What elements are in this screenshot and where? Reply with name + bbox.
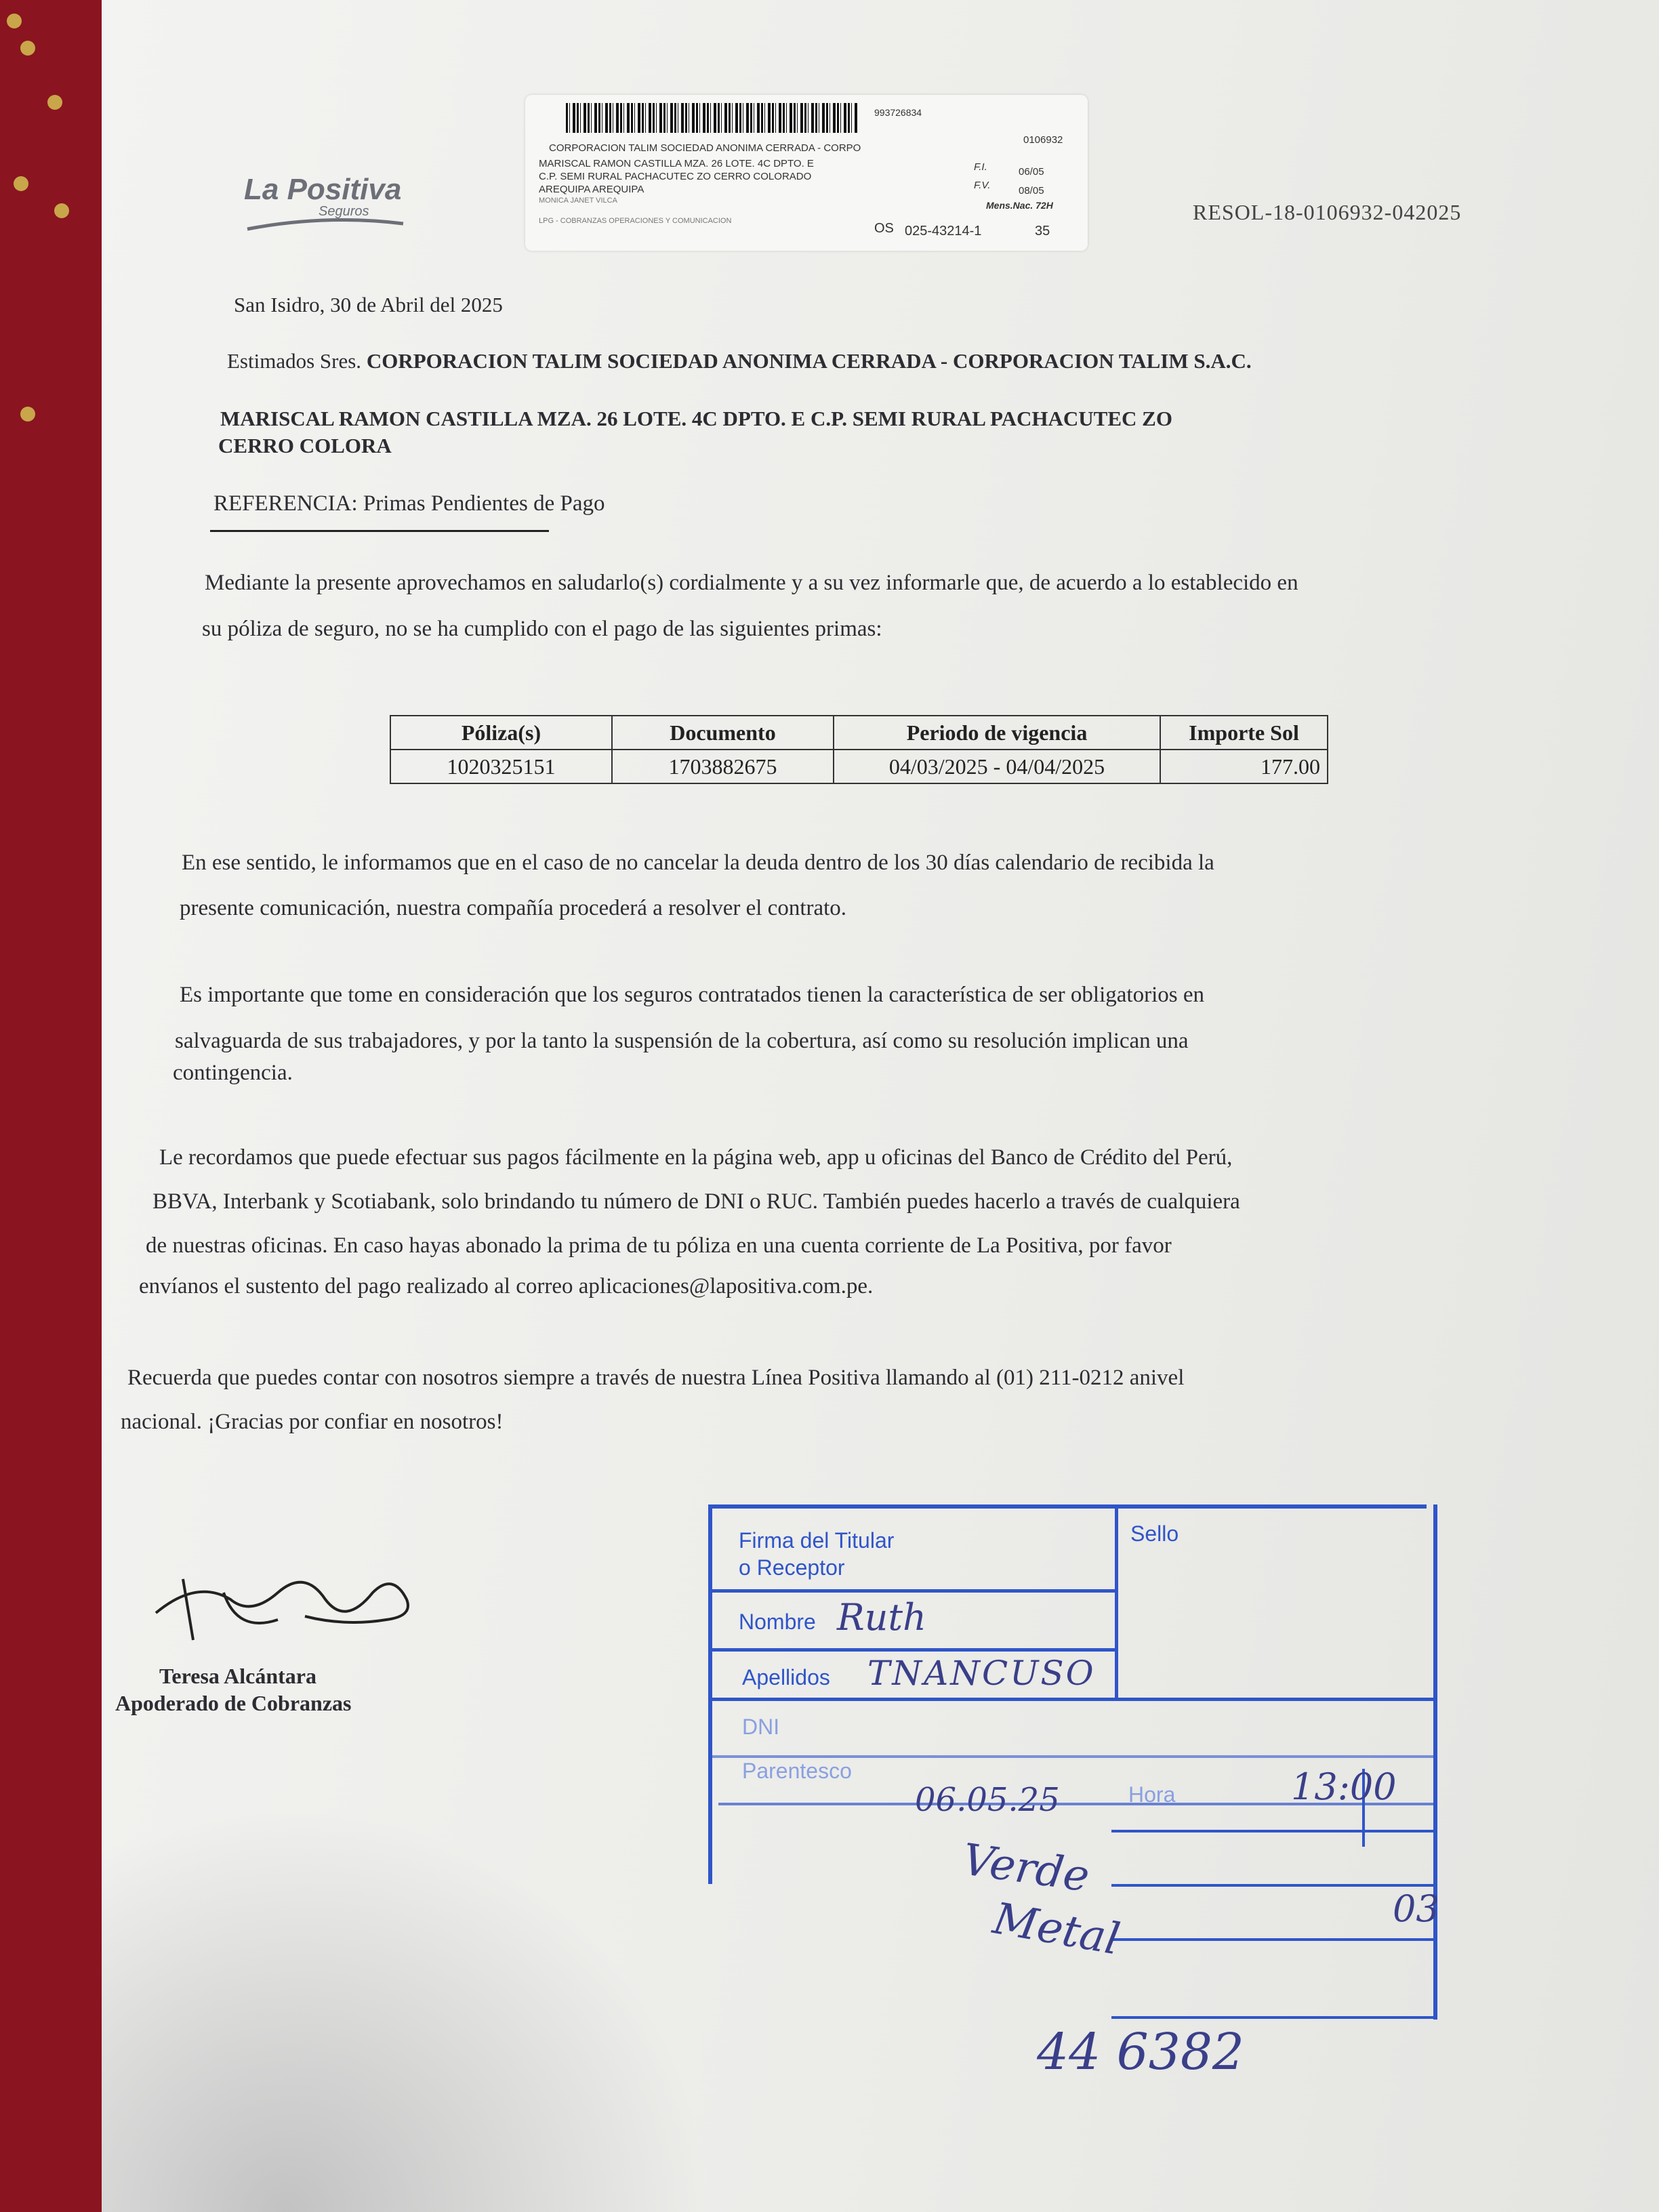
- logo-swoosh-icon: [244, 217, 407, 232]
- stamp-divider: [712, 1755, 1437, 1758]
- handwritten-surname: TNANCUSO: [867, 1654, 1096, 1693]
- fabric-dot: [7, 14, 22, 28]
- reference: REFERENCIA: Primas Pendientes de Pago: [213, 491, 605, 516]
- column-header: Póliza(s): [390, 716, 612, 750]
- paragraph-line: su póliza de seguro, no se ha cumplido con el pago de las siguientes primas:: [202, 617, 882, 641]
- stamp-firma-label: o Receptor: [739, 1555, 845, 1580]
- stamp-divider: [1111, 2016, 1437, 2019]
- resolution-code: RESOL-18-0106932-042025: [1193, 200, 1462, 224]
- label-line: C.P. SEMI RURAL PACHACUTEC ZO CERRO COLORADO: [539, 171, 812, 182]
- stamp-divider: [712, 1698, 1437, 1701]
- fabric-dot: [20, 41, 35, 56]
- paragraph-line: envíanos el sustento del pago realizado al correo aplicaciones@lapositiva.com.pe.: [139, 1274, 874, 1298]
- label-line: MARISCAL RAMON CASTILLA MZA. 26 LOTE. 4C DPTO. E: [539, 158, 814, 169]
- stamp-nombre-label: Nombre: [739, 1610, 816, 1634]
- table-cell: 04/03/2025 - 04/04/2025: [834, 750, 1160, 783]
- handwritten-note: Verde: [959, 1835, 1092, 1902]
- table-cell: 1703882675: [612, 750, 834, 783]
- column-header: Periodo de vigencia: [834, 716, 1160, 750]
- barcode-number: 993726834: [874, 107, 922, 118]
- label-line: MONICA JANET VILCA: [539, 197, 617, 205]
- paragraph-line: BBVA, Interbank y Scotiabank, solo brindando tu número de DNI o RUC. También puedes hacerlo a través de cualquiera: [152, 1189, 1240, 1214]
- fabric-dot: [14, 176, 28, 191]
- handwritten-name: Ruth: [837, 1596, 926, 1639]
- letter-page: [102, 0, 1659, 2212]
- column-header: Documento: [612, 716, 834, 750]
- stamp-border: [1433, 1504, 1437, 2020]
- label-line: LPG - COBRANZAS OPERACIONES Y COMUNICACION: [539, 217, 732, 225]
- label-line: CORPORACION TALIM SOCIEDAD ANONIMA CERRADA - CORPO: [549, 142, 861, 154]
- recipient-name: CORPORACION TALIM SOCIEDAD ANONIMA CERRADA - CORPORACION TALIM S.A.C.: [366, 349, 1252, 373]
- table-cell: 1020325151: [390, 750, 612, 783]
- logo-subtext: Seguros: [319, 204, 369, 219]
- paragraph-line: salvaguarda de sus trabajadores, y por la tanto la suspensión de la cobertura, así como su resolución implican una: [175, 1029, 1189, 1053]
- stamp-sello-label: Sello: [1130, 1521, 1179, 1546]
- os-count: 35: [1035, 224, 1050, 239]
- table-header-row: [390, 716, 1328, 750]
- barcode: [566, 103, 857, 133]
- premiums-table: [390, 715, 1328, 784]
- paragraph-line: presente comunicación, nuestra compañía procederá a resolver el contrato.: [180, 896, 847, 920]
- stamp-dni-label: DNI: [742, 1715, 780, 1739]
- paragraph-line: de nuestras oficinas. En caso hayas abonado la prima de tu póliza en una cuenta corriente de La Positiva, por favor: [146, 1233, 1172, 1258]
- handwritten-phone: 44 6382: [1037, 2023, 1245, 2081]
- photo-shadow: [102, 1805, 712, 2212]
- stamp-border: [708, 1504, 712, 1884]
- greeting: [227, 349, 1252, 373]
- paragraph-line: Recuerda que puedes contar con nosotros siempre a través de nuestra Línea Positiva llamando al (01) 211-0212 anivel: [127, 1366, 1185, 1390]
- paragraph-line: En ese sentido, le informamos que en el caso de no cancelar la deuda dentro de los 30 días calendario de recibida la: [182, 851, 1214, 875]
- stamp-divider: [1111, 1830, 1437, 1832]
- paragraph-line: Mediante la presente aprovechamos en saludarlo(s) cordialmente y a su vez informarle que, de acuerdo a lo establecido en: [205, 571, 1298, 595]
- table-cell: 177.00: [1160, 750, 1328, 783]
- stamp-divider: [712, 1648, 1118, 1652]
- os-value: 025-43214-1: [905, 224, 982, 239]
- logo-text: La Positiva: [244, 173, 402, 206]
- table-row: [390, 750, 1328, 783]
- stamp-apellidos-label: Apellidos: [742, 1665, 830, 1689]
- column-header: Importe Sol: [1160, 716, 1328, 750]
- stamp-hora-label: Hora: [1128, 1782, 1176, 1807]
- fabric-dot: [20, 407, 35, 422]
- fabric-dot: [54, 203, 69, 218]
- stamp-divider: [1115, 1508, 1118, 1698]
- paragraph-line: contingencia.: [173, 1061, 293, 1085]
- recipient-address: CERRO COLORA: [218, 434, 392, 457]
- handwritten-time: 13:00: [1291, 1765, 1397, 1808]
- signature-graphic: [142, 1552, 427, 1647]
- fv-label: F.V.: [974, 180, 991, 191]
- stamp-parentesco-label: Parentesco: [742, 1759, 852, 1783]
- mens-nac: Mens.Nac. 72H: [986, 200, 1053, 211]
- handwritten-date: 06.05.25: [915, 1781, 1060, 1819]
- stamp-firma-label: Firma del Titular: [739, 1528, 895, 1553]
- handwritten-note: Metal: [989, 1893, 1124, 1965]
- fi-value: 06/05: [1019, 166, 1044, 178]
- shipping-label: [525, 95, 1088, 251]
- signer-name: Teresa Alcántara: [159, 1664, 316, 1688]
- stamp-divider: [712, 1589, 1118, 1593]
- stamp-divider: [1111, 1938, 1437, 1941]
- stamp-border: [708, 1504, 1427, 1509]
- recipient-address: MARISCAL RAMON CASTILLA MZA. 26 LOTE. 4C DPTO. E C.P. SEMI RURAL PACHACUTEC ZO: [220, 407, 1172, 430]
- label-line: AREQUIPA AREQUIPA: [539, 184, 644, 195]
- os-label: OS: [874, 221, 894, 236]
- greeting-prefix: Estimados Sres.: [227, 349, 362, 373]
- fi-label: F.I.: [974, 161, 987, 173]
- label-code: 0106932: [1023, 134, 1063, 146]
- company-logo: [244, 173, 407, 232]
- paragraph-line: Le recordamos que puede efectuar sus pagos fácilmente en la página web, app u oficinas del Banco de Crédito del Perú,: [159, 1145, 1233, 1170]
- fabric-dot: [47, 95, 62, 110]
- handwritten-number: 03: [1393, 1887, 1439, 1930]
- reference-underline: [210, 530, 549, 532]
- fv-value: 08/05: [1019, 185, 1044, 197]
- signer-title: Apoderado de Cobranzas: [115, 1691, 352, 1715]
- stamp-divider: [1111, 1884, 1437, 1887]
- letter-date: San Isidro, 30 de Abril del 2025: [234, 293, 503, 316]
- paragraph-line: Es importante que tome en consideración que los seguros contratados tienen la característica de ser obligatorios en: [180, 983, 1204, 1007]
- paragraph-line: nacional. ¡Gracias por confiar en nosotros!: [121, 1410, 504, 1434]
